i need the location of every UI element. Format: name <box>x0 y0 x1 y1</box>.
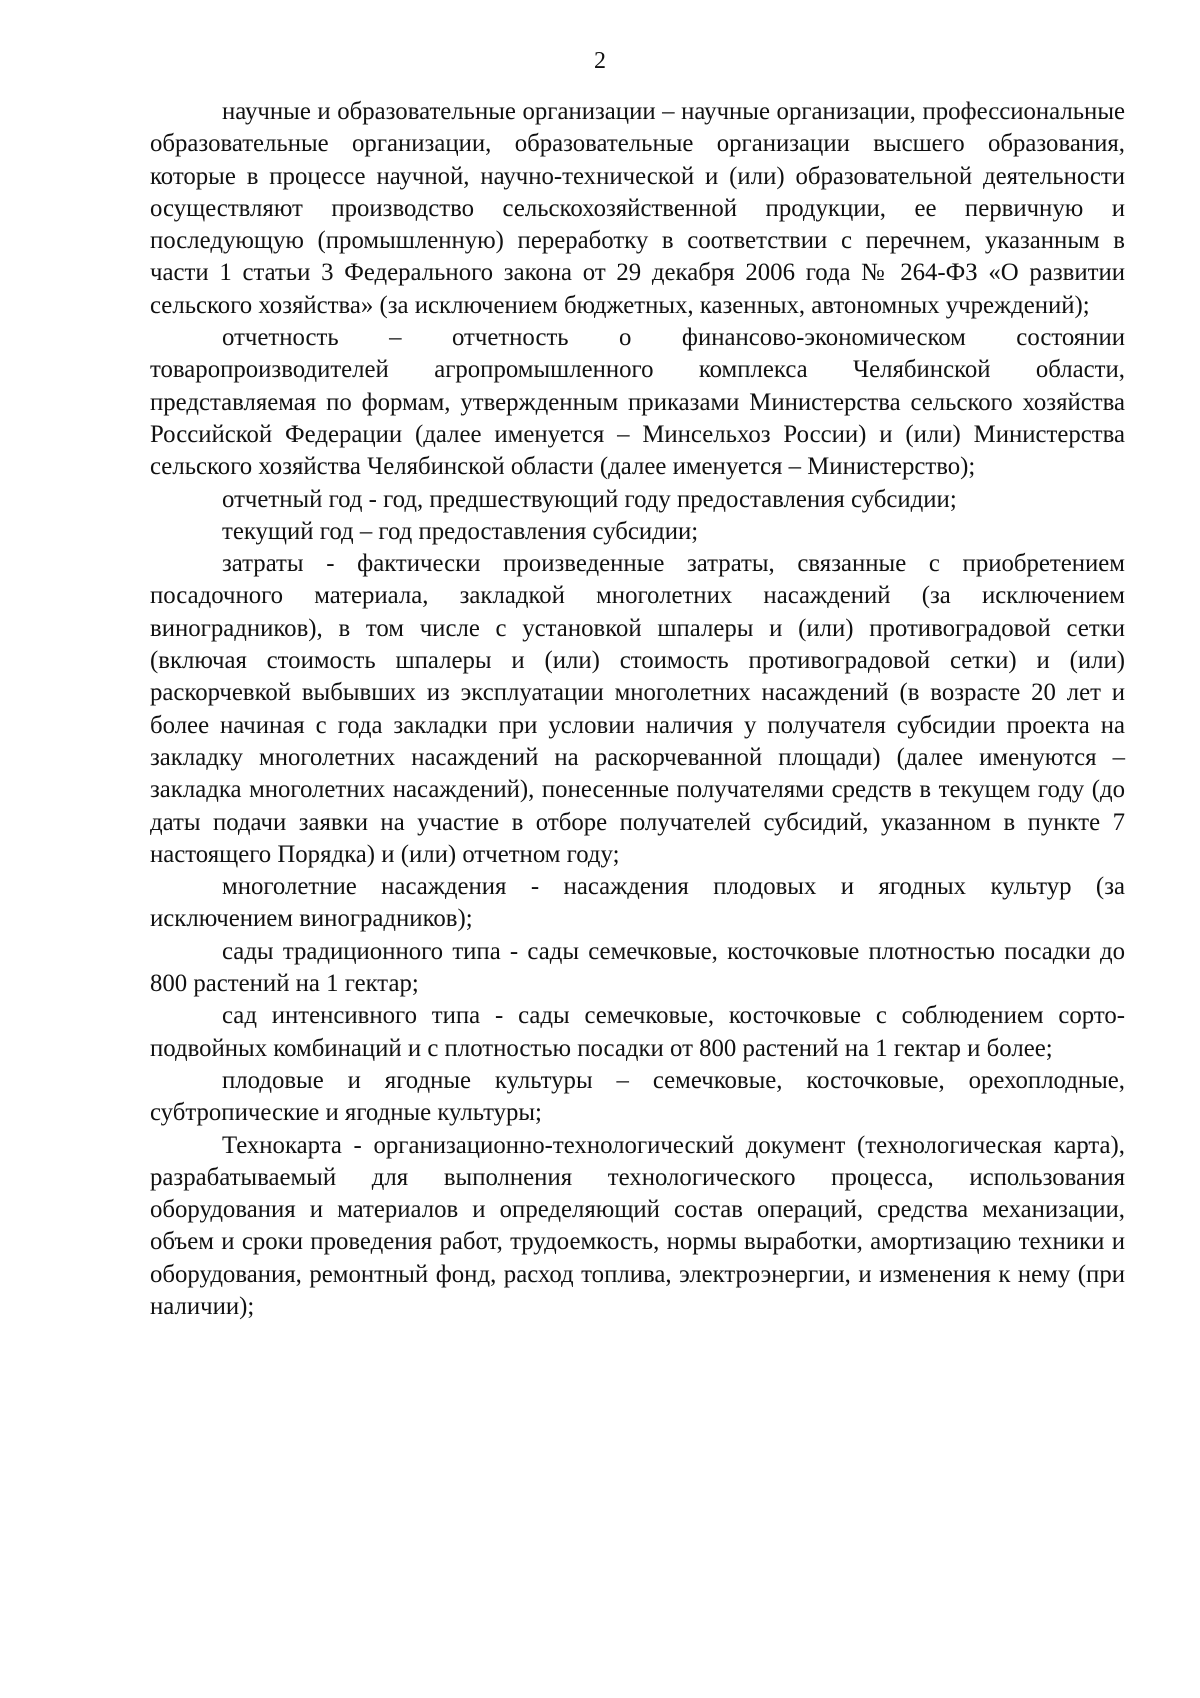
paragraph-reporting: отчетность – отчетность о финансово-экономическом состоянии товаропроизводителей агропромышленного комплекса Челябинской области, представляемая по формам, утвержденным приказами Министерства сельского хозяйства Российской Федерации (далее именуется – Минсельхоз России) и (или) Министерства сельского хозяйства Челябинской области (далее именуется – Министерство); <box>150 324 1125 481</box>
paragraph-traditional-gardens: сады традиционного типа - сады семечковые, косточковые плотностью посадки до 800 растений на 1 гектар; <box>150 937 1125 998</box>
paragraph-perennial-plantings: многолетние насаждения - насаждения плодовых и ягодных культур (за исключением виноградников); <box>150 873 1125 933</box>
paragraph-technocard: Технокарта - организационно-технологический документ (технологическая карта), разрабатываемый для выполнения технологического процесса, использования оборудования и материалов и определяющий состав операций, средства механизации, объем и сроки проведения работ, трудоемкость, нормы выработки, амортизацию техники и оборудования, ремонтный фонд, расход топлива, электроэнергии, и изменения к нему (при наличии); <box>150 1131 1125 1320</box>
paragraph-scientific-organizations: научные и образовательные организации – научные организации, профессиональные образовательные организации, образовательные организации высшего образования, которые в процессе научной, научно-технической и (или) образовательной деятельности осуществляют производство сельскохозяйственной продукции, ее первичную и последующую (промышленную) переработку в соответствии с перечнем, указанным в части 1 статьи 3 Федерального закона от 29 декабря 2006 года № 264-ФЗ «О развитии сельского хозяйства» (за исключением бюджетных, казенных, автономных учреждений); <box>150 98 1125 319</box>
page-number: 2 <box>594 48 606 74</box>
paragraph-reporting-year: отчетный год - год, предшествующий году предоставления субсидии; <box>222 485 957 513</box>
document-body <box>150 96 1125 1323</box>
paragraph-intensive-garden: сад интенсивного типа - сады семечковые, косточковые с соблюдением сорто-подвойных комбинаций и с плотностью посадки от 800 растений на 1 гектар и более; <box>150 1002 1125 1062</box>
paragraph-fruit-berry-crops: плодовые и ягодные культуры – семечковые, косточковые, орехоплодные, субтропические и ягодные культуры; <box>150 1066 1125 1127</box>
paragraph-costs: затраты - фактически произведенные затраты, связанные с приобретением посадочного материала, закладкой многолетних насаждений (за исключением виноградников), в том числе с установкой шпалеры и (или) противоградовой сетки (включая стоимость шпалеры и (или) стоимость противоградовой сетки) и (или) раскорчевкой выбывших из эксплуатации многолетних насаждений (в возрасте 20 лет и более начиная с года закладки при условии наличия у получателя субсидии проекта на закладку многолетних насаждений на раскорчеванной площади) (далее именуются – закладка многолетних насаждений), понесенные получателями средств в текущем году (до даты подачи заявки на участие в отборе получателей субсидий, указанном в пункте 7 настоящего Порядка) и (или) отчетном году; <box>150 550 1125 868</box>
paragraph-current-year: текущий год – год предоставления субсидии; <box>222 517 699 545</box>
